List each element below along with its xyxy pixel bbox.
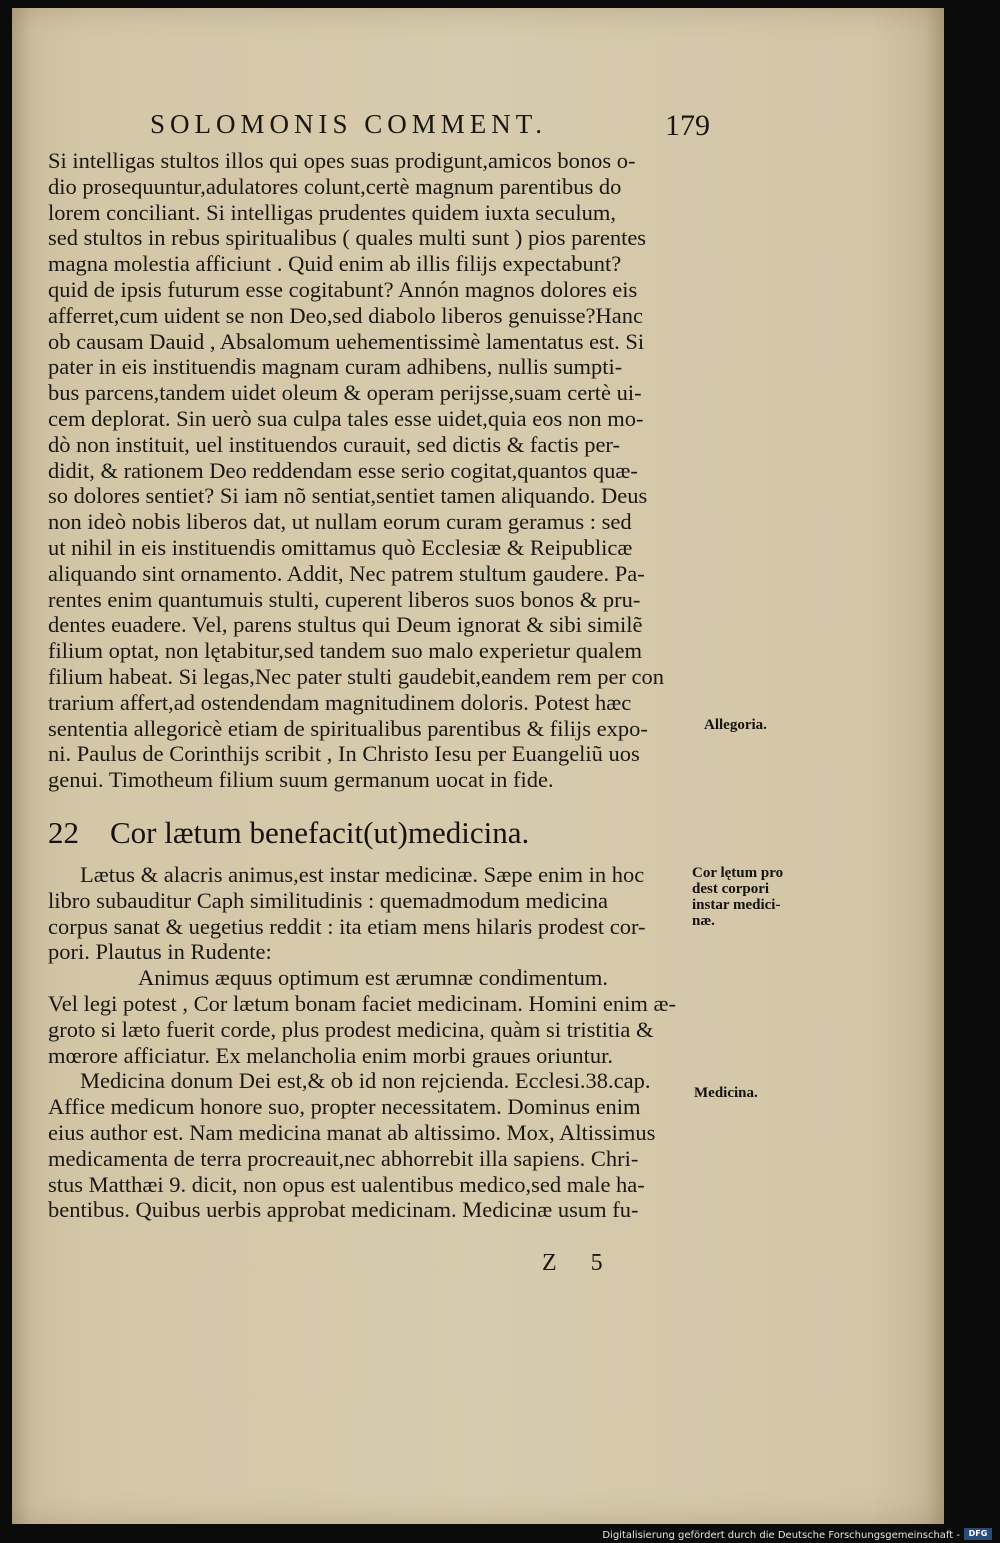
digitization-credit: Digitalisierung gefördert durch die Deutsche Forschungsgemeinschaft - (602, 1530, 960, 1541)
text-line: lorem conciliant. Si intelligas prudentes quidem iuxta seculum, (48, 199, 617, 225)
text-line: Vel legi potest , Cor lætum bonam faciet medicinam. Homini enim æ- (48, 990, 677, 1016)
text-line: cem deplorat. Sin uerò sua culpa tales esse uidet,quia eos non mo- (48, 405, 644, 431)
text-line: Si intelligas stultos illos qui opes suas prodigunt,amicos bonos o- (48, 148, 636, 173)
page-header (150, 107, 710, 147)
text-line: stus Matthæi 9. dicit, non opus est ualentibus medico,sed male ha- (48, 1171, 645, 1197)
text-line: dò non instituit, uel instituendos curauit, sed dictis & factis per- (48, 431, 620, 457)
text-line: genui. Timotheum filium suum germanum uocat in fide. (48, 767, 554, 793)
text-line: libro subauditur Caph similitudinis : quemadmodum medicina (48, 887, 608, 913)
verse-number: 22 (48, 815, 79, 850)
verse-text: Cor lætum benefacit(ut)medicina. (110, 815, 530, 850)
text-line: didit, & rationem Deo reddendam esse serio cogitat,quantos quæ- (48, 457, 638, 483)
text-line: mœrore afficiatur. Ex melancholia enim morbi graues oriuntur. (48, 1042, 614, 1068)
margin-note-cor-laetum: instar medici- (692, 897, 781, 913)
margin-note-cor-laetum: næ. (692, 913, 715, 929)
margin-note-medicina: Medicina. (694, 1085, 758, 1101)
text-line: Lætus & alacris animus,est instar medicinæ. Sæpe enim in hoc (80, 862, 645, 887)
running-head: SOLOMONIS COMMENT. (150, 109, 548, 139)
text-line: dentes euadere. Vel, parens stultus qui Deum ignorat & sibi similẽ (48, 612, 643, 638)
dfg-logo: DFG (964, 1528, 992, 1540)
text-line: medicamenta de terra procreauit,nec abhorrebit illa sapiens. Chri- (48, 1145, 639, 1171)
text-line: aliquando sint ornamento. Addit, Nec patrem stultum gaudere. Pa- (48, 560, 645, 586)
signature-mark: Z 5 (542, 1250, 617, 1276)
text-line: Medicina donum Dei est,& ob id non rejcienda. Ecclesi.38.cap. (80, 1068, 651, 1094)
text-line: ob causam Dauid , Absalomum uehementissimè lamentatus est. Si (48, 328, 645, 354)
text-line: filium optat, non lętabitur,sed tandem suo malo experietur qualem (48, 638, 642, 664)
text-line: Affice medicum honore suo, propter necessitatem. Dominus enim (48, 1094, 641, 1120)
text-line: rentes enim quantumuis stulti, cuperent liberos suos bonos & pru- (48, 586, 641, 612)
quotation-line: Animus æquus optimum est ærumnæ condimentum. (138, 965, 609, 991)
verse-heading (48, 815, 700, 855)
text-line: pori. Plautus in Rudente: (48, 939, 272, 965)
text-line: sententia allegoricè etiam de spiritualibus parentibus & filijs expo- (48, 715, 648, 741)
commentary-text-block-1 (48, 148, 700, 793)
text-line: trarium affert,ad ostendendam magnitudinem doloris. Potest hæc (48, 689, 632, 715)
text-line: magna molestia afficiunt . Quid enim ab illis filijs expectabunt? (48, 251, 622, 277)
text-line: afferret,cum uident se non Deo,sed diabolo liberos genuisse?Hanc (48, 302, 644, 328)
text-line: ut nihil in eis instituendis omittamus quò Ecclesiæ & Reipublicæ (48, 534, 633, 560)
margin-note-cor-laetum: dest corpori (692, 881, 770, 897)
text-line: bus parcens,tandem uidet oleum & operam perijsse,suam certè ui- (48, 380, 642, 406)
text-line: so dolores sentiet? Si iam nõ sentiat,sentiet tamen aliquando. Deus (48, 483, 648, 509)
commentary-text-block-2 (48, 862, 700, 1223)
text-line: bentibus. Quibus uerbis approbat medicinam. Medicinæ usum fu- (48, 1197, 639, 1223)
margin-note-cor-laetum: Cor lętum pro (692, 865, 784, 881)
text-line: filium habeat. Si legas,Nec pater stulti gaudebit,eandem rem per con (48, 663, 665, 689)
text-line: corpus sanat & uegetius reddit : ita etiam mens hilaris prodest cor- (48, 913, 646, 939)
text-line: pater in eis instituendis magnam curam adhibens, nullis sumpti- (48, 354, 623, 380)
text-line: groto si læto fuerit corde, plus prodest medicina, quàm si tristitia & (48, 1016, 654, 1042)
margin-note-allegoria: Allegoria. (704, 717, 767, 733)
text-line: dio prosequuntur,adulatores colunt,certè magnum parentibus do (48, 173, 622, 199)
text-line: sed stultos in rebus spiritualibus ( quales multi sunt ) pios parentes (48, 225, 647, 251)
text-line: non ideò nobis liberos dat, ut nullam eorum curam geramus : sed (48, 509, 632, 535)
text-line: ni. Paulus de Corinthijs scribit , In Christo Iesu per Euangeliũ uos (48, 741, 640, 767)
page-number: 179 (665, 109, 710, 142)
text-line: eius author est. Nam medicina manat ab altissimo. Mox, Altissimus (48, 1119, 656, 1145)
text-line: quid de ipsis futurum esse cogitabunt? Annón magnos dolores eis (48, 276, 638, 302)
